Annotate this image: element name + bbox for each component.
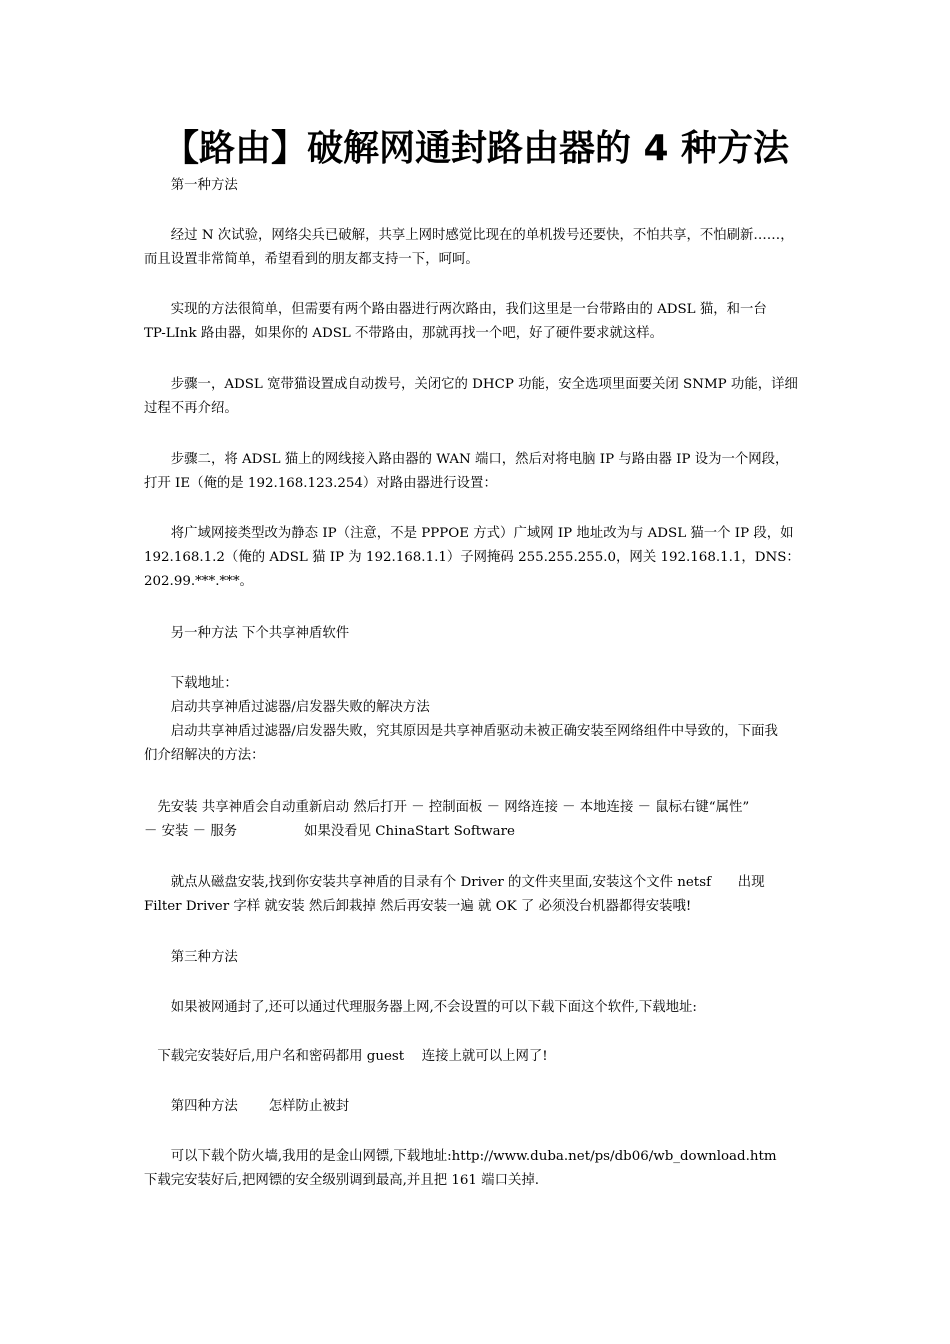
text-line: 如果被网通封了,还可以通过代理服务器上网,不会设置的可以下载下面这个软件,下载地址: [144,1000,697,1015]
paragraph-intro [144,224,808,272]
text-line: 打开 IE（俺的是 192.168.123.254）对路由器进行设置： [144,476,497,491]
paragraph-download [144,672,808,768]
paragraph-method-3-heading [144,946,808,970]
text-line: 下载地址： [144,676,238,691]
text-line: 第四种方法 怎样防止被封 [144,1099,350,1114]
text-line: 们介绍解决的方法： [144,748,265,763]
text-line: TP-LInk 路由器，如果你的 ADSL 不带路由，那就再找一个吧，好了硬件要求就这样。 [144,326,664,341]
text-line: 启动共享神盾过滤器/启发器失败，究其原因是共享神盾驱动未被正确安装至网络组件中导致的，下面我 [144,724,778,739]
paragraph-wan-settings [144,522,808,594]
paragraph-method-1-heading [144,174,808,198]
paragraph-firewall [144,1145,808,1193]
text-line: 另一种方法 下个共享神盾软件 [144,626,350,641]
paragraph-guest-login [144,1045,808,1069]
paragraph-driver-install [144,871,808,919]
text-line: 先安装 共享神盾会自动重新启动 然后打开 － 控制面板 － 网络连接 － 本地连接 － 鼠标右键“属性” [144,800,750,815]
paragraph-method-2-heading [144,622,808,646]
text-line: 下载完安装好后,用户名和密码都用 guest 连接上就可以上网了! [144,1049,548,1064]
text-line: 启动共享神盾过滤器/启发器失败的解决方法 [144,700,430,715]
text-line: 192.168.1.2（俺的 ADSL 猫 IP 为 192.168.1.1）子网掩码 255.255.255.0，网关 192.168.1.1，DNS： [144,550,800,565]
paragraph-method-4-heading [144,1095,808,1119]
text-line: Filter Driver 字样 就安装 然后卸栽掉 然后再安装一遍 就 OK 了 必须没台机器都得安装哦! [144,899,692,914]
text-line: － 安装 － 服务 如果没看见 ChinaStart Software [144,824,515,839]
text-line: 步骤一，ADSL 宽带猫设置成自动拨号，关闭它的 DHCP 功能，安全选项里面要关闭 SNMP 功能，详细 [144,377,798,392]
text-line: 实现的方法很简单，但需要有两个路由器进行两次路由，我们这里是一台带路由的 ADSL 猫，和一台 [144,302,767,317]
text-line: 步骤二，将 ADSL 猫上的网线接入路由器的 WAN 端口，然后对将电脑 IP 与路由器 IP 设为一个网段， [144,452,789,467]
text-line: 经过 N 次试验，网络尖兵已破解，共享上网时感觉比现在的单机拨号还要快，不怕共享，不怕刷新……， [144,228,794,243]
text-line: 将广域网接类型改为静态 IP（注意，不是 PPPOE 方式）广域网 IP 地址改为与 ADSL 猫一个 IP 段，如 [144,526,794,541]
text-line: 过程不再介绍。 [144,401,238,416]
paragraph-proxy [144,996,808,1020]
text-line: 就点从磁盘安装,找到你安装共享神盾的目录有个 Driver 的文件夹里面,安装这个文件 netsf 出现 [144,875,765,890]
text-line: 第一种方法 [144,178,238,193]
document-title: 【路由】破解网通封路由器的 4 种方法 [162,128,790,169]
paragraph-step-1 [144,373,808,421]
text-line: 第三种方法 [144,950,238,965]
text-line: 而且设置非常简单，希望看到的朋友都支持一下，呵呵。 [144,252,479,267]
text-line: 下载完安装好后,把网镖的安全级别调到最高,并且把 161 端口关掉. [144,1173,539,1188]
text-line: 202.99.***.***。 [144,574,253,589]
paragraph-hardware [144,298,808,346]
paragraph-step-2 [144,448,808,496]
text-line: 可以下载个防火墙,我用的是金山网镖,下载地址:http://www.duba.net/ps/db06/wb_download.htm [144,1149,777,1164]
paragraph-install-steps [144,796,808,844]
